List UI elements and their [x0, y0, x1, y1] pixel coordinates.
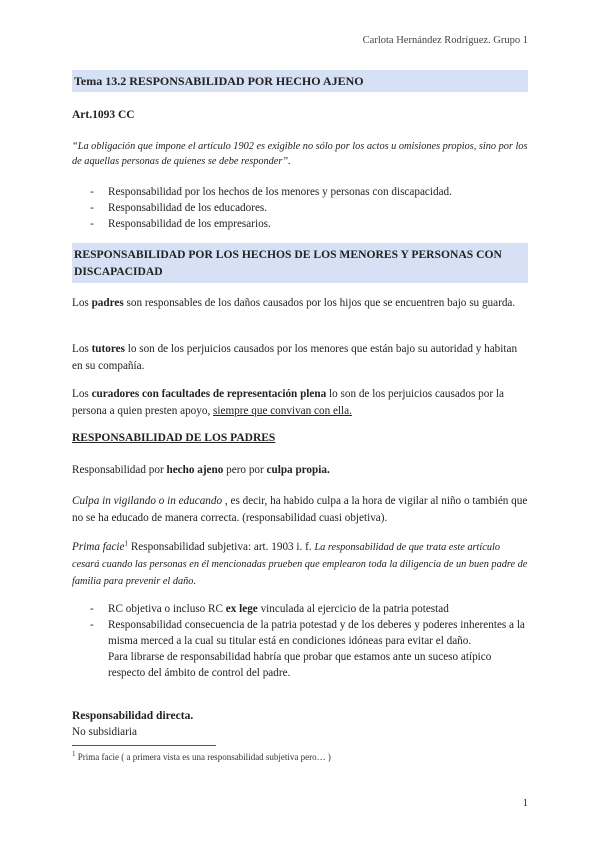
parental-responsibility-list [90, 601, 530, 681]
footnote-separator [72, 745, 216, 746]
footnote: $^1$ Prima facie ( a primera vista es una responsabilidad subjetiva pero… ) [72, 750, 331, 762]
paragraph-prima-facie: Prima facie$^1$ Responsabilidad subjetiva: art. 1903 i. f. La responsabilidad de que trata este artículo cesará cuando las personas en él mencionadas prueben que emplearon toda la diligencia de un buen padre de familia para prevenir el daño. [72, 539, 528, 587]
list-item: - Responsabilidad consecuencia de la patria potestad y de los deberes y poderes inherentes a la misma merced a la cual su titular está en condiciones idóneas para evitar el daño. [90, 617, 530, 649]
direct-responsibility-heading: Responsabilidad directa. [72, 710, 194, 722]
list-item: - Responsabilidad por los hechos de los menores y personas con discapacidad. [90, 184, 530, 200]
responsibility-list [90, 184, 530, 232]
list-item: - Responsabilidad de los educadores. [90, 200, 530, 216]
list-item: - Responsabilidad de los empresarios. [90, 216, 530, 232]
footnote-ref[interactable]: 1 [124, 539, 129, 548]
no-subsidiaria-text: No subsidiaria [72, 726, 137, 738]
paragraph-culpa: Culpa in vigilando o in educando , es decir, ha habido culpa a la hora de vigilar al niño o también que no se ha educado de manera correcta. (responsabilidad cuasi objetiva). [72, 495, 528, 524]
paragraph-responsabilidad: Responsabilidad por hecho ajeno pero por culpa propia. [72, 464, 330, 476]
list-item: - RC objetiva o incluso RC ex lege vinculada al ejercicio de la patria potestad [90, 601, 530, 617]
page-number: 1 [522, 798, 528, 809]
page-header: Carlota Hernández Rodríguez. Grupo 1 [362, 35, 528, 46]
article-quote: “La obligación que impone el artículo 1902 es exigible no sólo por los actos u omisiones propios, sino por los de aquellas personas de quienes se debe responder”. [72, 141, 528, 167]
article-heading: Art.1093 CC [72, 109, 135, 121]
paragraph-padres: Los padres son responsables de los daños causados por los hijos que se encuentren bajo su guarda. [72, 297, 516, 309]
subsection-title: RESPONSABILIDAD DE LOS PADRES [72, 432, 276, 444]
section-title: RESPONSABILIDAD POR LOS HECHOS DE LOS MENORES Y PERSONAS CON DISCAPACIDAD [72, 243, 528, 283]
topic-title: Tema 13.2 RESPONSABILIDAD POR HECHO AJENO [72, 70, 528, 92]
paragraph-curadores: Los curadores con facultades de representación plena lo son de los perjuicios causados por la persona a quien presten apoyo, siempre que convivan con ella. [72, 388, 504, 417]
paragraph-tutores: Los tutores lo son de los perjuicios causados por los menores que están bajo su autoridad y habitan en su compañía. [72, 343, 518, 372]
list-item-continuation: Para librarse de responsabilidad habría que probar que estamos ante un suceso atípico respecto del ámbito de control del padre. [108, 651, 492, 679]
